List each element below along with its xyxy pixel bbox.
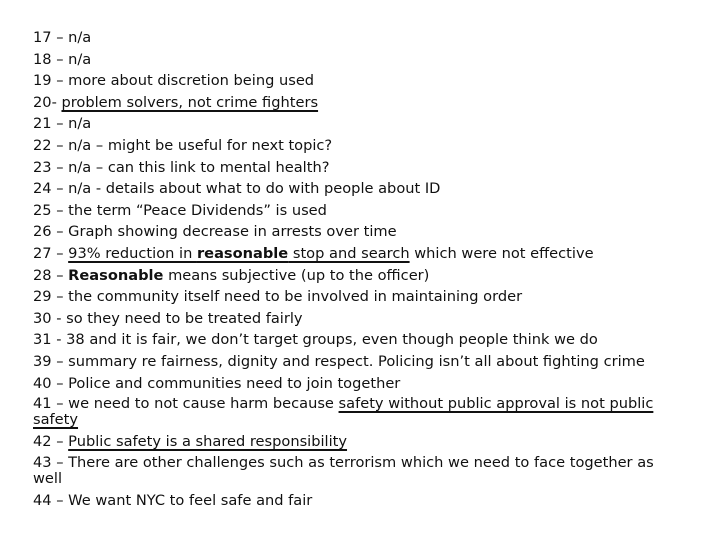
- note-39: [33, 351, 663, 373]
- note-text: 19 – more about discretion being used: [33, 72, 315, 90]
- note-text: 20-: [33, 93, 62, 111]
- note-text: 40 – Police and communities need to join together: [33, 374, 401, 392]
- note-text: 41 – we need to not cause harm because: [33, 395, 339, 413]
- underlined-phrase: safety without public approval is not public safety: [33, 395, 654, 429]
- bold-word: Reasonable: [68, 266, 164, 284]
- note-text: means subjective (up to the officer): [163, 266, 430, 284]
- note-text: 27 –: [33, 244, 69, 262]
- note-text: 30 - so they need to be treated fairly: [33, 309, 303, 327]
- underlined-phrase: problem solvers, not crime fighters: [61, 93, 319, 111]
- note-text: 39 – summary re fairness, dignity and respect. Policing isn’t all about fighting crime: [33, 352, 645, 370]
- note-20: [33, 92, 663, 114]
- note-text: 25 – the term “Peace Dividends” is used: [33, 201, 327, 219]
- note-24: [33, 178, 663, 200]
- note-text: 22 – n/a – might be useful for next topic?: [33, 136, 333, 154]
- note-text: which were not effective: [409, 244, 594, 262]
- note-22: [33, 135, 663, 157]
- note-30: [33, 308, 663, 330]
- note-text: 29 – the community itself need to be involved in maintaining order: [33, 288, 523, 306]
- note-text: 31 - 38 and it is fair, we don’t target groups, even though people think we do: [33, 331, 598, 349]
- note-26: [33, 221, 663, 243]
- note-25: [33, 200, 663, 222]
- note-29: [33, 286, 663, 308]
- note-19: [33, 70, 663, 92]
- note-41: [33, 396, 663, 428]
- underlined-text: stop and search: [288, 244, 410, 262]
- note-text: 17 – n/a: [33, 29, 92, 46]
- note-text: 21 – n/a: [33, 115, 92, 133]
- note-31: [33, 329, 663, 351]
- underlined-phrase: [68, 245, 409, 262]
- note-40: [33, 373, 663, 395]
- note-42: [33, 431, 663, 453]
- note-17: [33, 27, 663, 49]
- underlined-text: 93% reduction in: [68, 244, 197, 262]
- note-18: [33, 49, 663, 71]
- note-21: [33, 113, 663, 135]
- note-28: [33, 265, 663, 287]
- note-44: [33, 490, 663, 512]
- note-text: 24 – n/a - details about what to do with people about ID: [33, 180, 441, 198]
- note-27: [33, 243, 663, 265]
- note-text: 18 – n/a: [33, 50, 92, 68]
- underlined-phrase: Public safety is a shared responsibility: [68, 433, 348, 451]
- note-43: [33, 455, 663, 487]
- note-text: 42 –: [33, 433, 69, 451]
- note-text: 44 – We want NYC to feel safe and fair: [33, 491, 313, 509]
- note-text: 26 – Graph showing decrease in arrests over time: [33, 223, 397, 241]
- bold-word: reasonable: [196, 244, 289, 262]
- note-text: 23 – n/a – can this link to mental health?: [33, 158, 330, 176]
- notes-list: [33, 27, 663, 511]
- note-text: 43 – There are other challenges such as terrorism which we need to face together as well: [33, 453, 654, 487]
- note-23: [33, 157, 663, 179]
- note-text: 28 –: [33, 266, 69, 284]
